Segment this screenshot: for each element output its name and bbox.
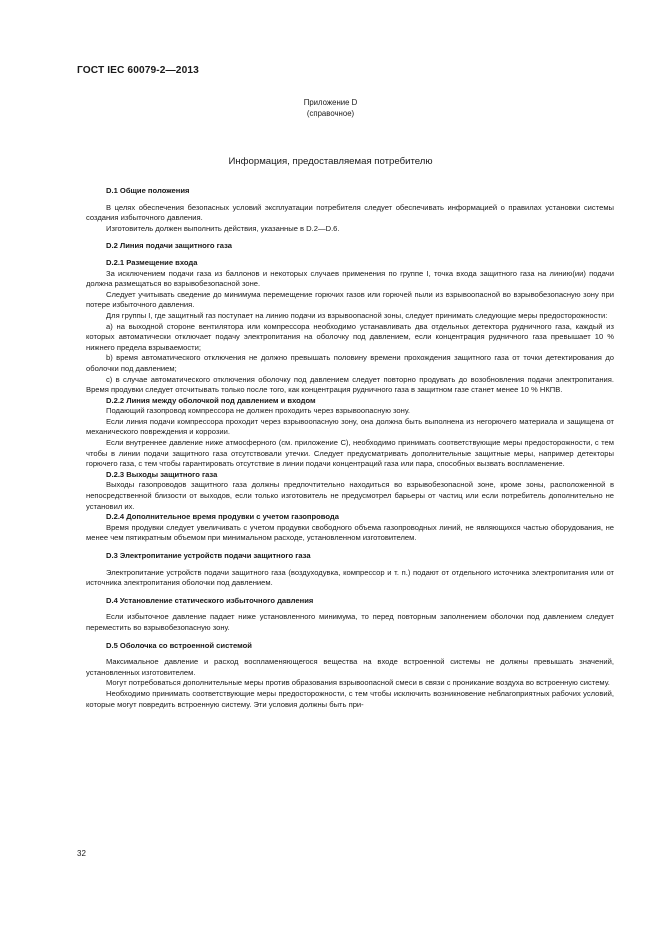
paragraph: Максимальное давление и расход воспламеняющегося вещества на входе встроенной системы не должны превышать значений, установленных изготовителем. <box>86 657 614 677</box>
page-number: 32 <box>77 849 86 858</box>
appendix-block <box>0 97 661 119</box>
section-heading-d1: D.1 Общие положения <box>106 186 190 195</box>
paragraph: Подающий газопровод компрессора не должен проходить через взрывоопасную зону. <box>106 406 410 416</box>
paragraph: В целях обеспечения безопасных условий эксплуатации потребителя следует обеспечивать информацией о правилах установки системы создания избыточного давления. <box>86 202 614 223</box>
list-item: c) в случае автоматического отключения оболочку под давлением следует повторно продувать до возобновления подачи электропитания. Время продувки следует отсчитывать только после того, как концентрация рудничного газа в защитном газе станет менее 10 % НКПВ. <box>86 374 614 395</box>
appendix-note: (справочное) <box>306 109 355 118</box>
document-title: Информация, предоставляемая потребителю <box>228 156 433 167</box>
appendix-label: Приложение D <box>303 98 358 107</box>
section-heading-d3: D.3 Электропитание устройств подачи защитного газа <box>106 551 311 560</box>
subsection-heading-d2-2: D.2.2 Линия между оболочкой под давлением и входом <box>106 395 316 405</box>
paragraph: Если внутреннее давление ниже атмосферного (см. приложение С), необходимо принимать соответствующие меры предосторожности, с тем чтобы в линии подачи защитного газа отсутствовали утечки. Следует предусматривать дополнительные защитные меры, например детекторы горючего газа, с тем чтобы гарантировать отсутствие в линии подачи концентраций газа или пара, способных вызвать воспламенение. <box>86 438 614 469</box>
paragraph: Если избыточное давление падает ниже установленного минимума, то перед повторным заполнением оболочки под давлением следует переместить во взрывобезопасную зону. <box>86 612 614 632</box>
paragraph: Следует учитывать сведение до минимума перемещение горючих газов или горючей пыли из взрывоопасной во взрывобезопасную зону при потере избыточного давления. <box>86 289 614 310</box>
document-body <box>86 186 614 710</box>
paragraph: Изготовитель должен выполнить действия, указанные в D.2—D.6. <box>106 223 340 233</box>
section-heading-d2: D.2 Линия подачи защитного газа <box>106 241 232 251</box>
paragraph: Для группы I, где защитный газ поступает на линию подачи из взрывоопасной зоны, следует принимать следующие меры предосторожности: <box>106 310 608 320</box>
section-heading-d4: D.4 Установление статического избыточного давления <box>106 595 314 605</box>
list-item: b) время автоматического отключения не должно превышать половину времени прохождения защитного газа от точки детектирования до оболочки под давлением; <box>86 353 614 373</box>
paragraph: Электропитание устройств подачи защитного газа (воздуходувка, компрессор и т. п.) подают от отдельного источника электропитания или от источника электропитания оболочки под давлением. <box>86 567 614 588</box>
document-header: ГОСТ IEC 60079-2—2013 <box>77 65 199 76</box>
paragraph: За исключением подачи газа из баллонов и некоторых случаев применения по группе I, точка входа защитного газа на линию(ии) подачи должна размещаться во взрывобезопасной зоне. <box>86 268 614 289</box>
subsection-heading-d2-4: D.2.4 Дополнительное время продувки с учетом газопровода <box>106 512 339 522</box>
list-item: a) на выходной стороне вентилятора или компрессора необходимо устанавливать два отдельных детектора рудничного газа, каждый из которых автоматически отключает подачу электропитания на оболочку под давлением, если концентрация рудничного газа превышает 10 % нижнего предела взрываемости; <box>86 321 614 352</box>
paragraph: Могут потребоваться дополнительные меры против образования взрывоопасной смеси в связи с проникание воздуха во встроенную систему. <box>106 678 610 688</box>
paragraph: Выходы газопроводов защитного газа должны предпочтительно находиться во взрывобезопасной зоне, кроме зоны, расположенной в непосредственной близости от выходов, если только изготовитель не предусмотрел барьеры от частиц или если потребитель дополнительно не установил их. <box>86 480 614 511</box>
subsection-heading-d2-3: D.2.3 Выходы защитного газа <box>106 469 218 479</box>
paragraph: Если линия подачи компрессора проходит через взрывоопасную зону, она должна быть выполнена из негорючего материала и защищена от механического повреждения и коррозии. <box>86 416 614 437</box>
paragraph: Время продувки следует увеличивать с учетом продувки свободного объема газопроводных линий, не являющихся частью оборудования, не менее чем пятикратным объемом при минимальном расходе, установленном изготовителем. <box>86 522 614 543</box>
paragraph: Необходимо принимать соответствующие меры предосторожности, с тем чтобы исключить возникновение неблагоприятных рабочих условий, которые могут повредить встроенную систему. Эти условия должны быть при- <box>86 688 614 709</box>
section-heading-d5: D.5 Оболочка со встроенной системой <box>106 640 252 650</box>
subsection-heading-d2-1: D.2.1 Размещение входа <box>106 257 198 267</box>
